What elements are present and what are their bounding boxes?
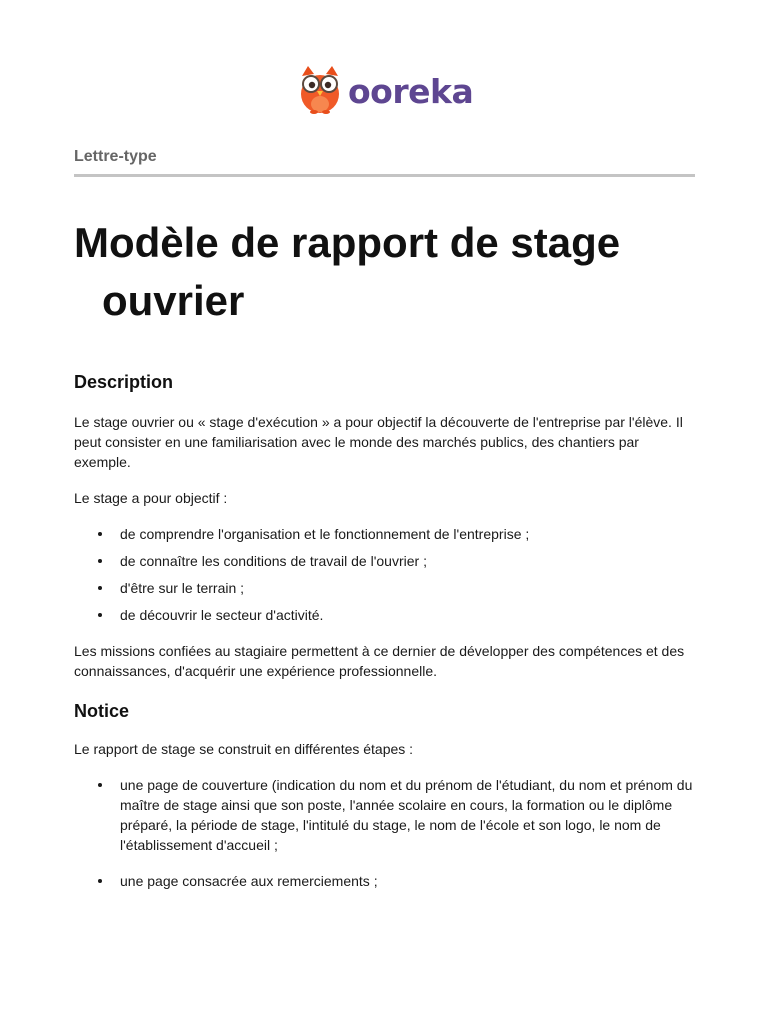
list-item: de découvrir le secteur d'activité.	[74, 605, 694, 625]
objectives-list	[74, 524, 694, 625]
page-title	[74, 214, 714, 330]
document-body	[74, 368, 694, 907]
steps-list	[74, 775, 694, 891]
list-item: d'être sur le terrain ;	[74, 578, 694, 598]
list-item: de comprendre l'organisation et le fonctionnement de l'entreprise ;	[74, 524, 694, 544]
list-item: une page de couverture (indication du nom et du prénom de l'étudiant, du nom et prénom du maître de stage ainsi que son poste, l'année scolaire en cours, la formation ou le diplôme préparé, la période de stage, l'intitulé du stage, le nom de l'école et son logo, le nom de l'établissement d'accueil ;	[74, 775, 694, 855]
objective-intro: Le stage a pour objectif :	[74, 490, 228, 506]
description-intro: Le stage ouvrier ou « stage d'exécution » a pour objectif la découverte de l'entreprise par l'élève. Il peut consister en une familiarisation avec le monde des marchés publics, des chantiers par exemple.	[74, 414, 683, 470]
category-divider	[74, 174, 695, 177]
logo-wordmark: ooreka	[348, 71, 474, 111]
notice-heading: Notice	[74, 701, 130, 721]
list-item: de connaître les conditions de travail de l'ouvrier ;	[74, 551, 694, 571]
page-title-line-2: ouvrier	[102, 277, 245, 324]
list-item: une page consacrée aux remerciements ;	[74, 871, 694, 891]
category-label: Lettre-type	[74, 148, 157, 165]
owl-icon	[298, 66, 342, 114]
missions-paragraph: Les missions confiées au stagiaire permettent à ce dernier de développer des compétences et des connaissances, d'acquérir une expérience professionnelle.	[74, 643, 685, 679]
page-title-line-1: Modèle de rapport de stage	[74, 219, 621, 266]
description-heading: Description	[74, 372, 174, 392]
notice-intro: Le rapport de stage se construit en différentes étapes :	[74, 741, 414, 757]
ooreka-logo	[298, 66, 473, 114]
